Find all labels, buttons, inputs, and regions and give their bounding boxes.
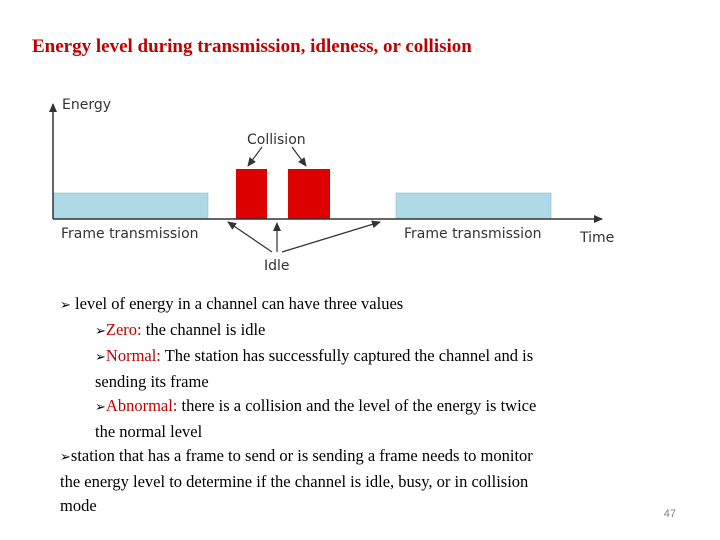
sub-bullet-text: The station has successfully captured the channel and is xyxy=(160,346,534,365)
bullet-text: level of energy in a channel can have three values xyxy=(75,294,404,313)
bullet-monitor-cont xyxy=(60,494,660,518)
bullet-text: station that has a frame to send or is sending a frame needs to monitor xyxy=(70,446,533,465)
bullet-text-block xyxy=(60,292,660,518)
idle-arrow-right xyxy=(282,222,380,252)
arrow-bullet-icon: ➢ xyxy=(60,450,71,465)
arrow-bullet-icon: ➢ xyxy=(95,324,106,339)
bullet-monitor xyxy=(60,444,660,470)
collision-arrow-right xyxy=(292,147,306,166)
term-normal: Normal: xyxy=(105,346,161,365)
collision-arrow-left xyxy=(248,147,262,166)
slide-title: Energy level during transmission, idleness, or collision xyxy=(32,36,472,57)
sub-bullet-abnormal-cont xyxy=(60,420,660,444)
sub-bullet-abnormal xyxy=(60,394,660,420)
arrow-bullet-icon: ➢ xyxy=(95,350,106,365)
collision-bar-2 xyxy=(288,169,330,219)
frame-transmission-label-right: Frame transmission xyxy=(404,226,542,242)
sub-bullet-zero xyxy=(60,318,660,344)
term-abnormal: Abnormal: xyxy=(105,396,178,415)
sub-bullet-normal-cont xyxy=(60,370,660,394)
sub-bullet-text: sending its frame xyxy=(95,372,209,391)
arrow-bullet-icon: ➢ xyxy=(60,298,71,313)
collision-label: Collision xyxy=(247,132,306,148)
sub-bullet-text: there is a collision and the level of the energy is twice xyxy=(177,396,537,415)
sub-bullet-text: the channel is idle xyxy=(141,320,266,339)
bullet-monitor-cont xyxy=(60,470,660,494)
sub-bullet-normal xyxy=(60,344,660,370)
time-axis-label: Time xyxy=(580,230,615,246)
bullet-text: mode xyxy=(60,496,97,515)
bullet-energy-values xyxy=(60,292,660,318)
idle-arrow-left xyxy=(228,222,272,252)
frame-bar-right xyxy=(396,193,551,219)
frame-transmission-label-left: Frame transmission xyxy=(61,226,199,242)
page-number: 47 xyxy=(663,508,676,520)
arrow-bullet-icon: ➢ xyxy=(95,400,106,415)
collision-bar-1 xyxy=(236,169,267,219)
frame-bar-left xyxy=(53,193,208,219)
term-zero: Zero: xyxy=(105,320,142,339)
sub-bullet-text: the normal level xyxy=(95,422,203,441)
bullet-text: the energy level to determine if the channel is idle, busy, or in collision xyxy=(60,472,529,491)
idle-label: Idle xyxy=(264,258,290,274)
energy-axis-label: Energy xyxy=(62,97,112,113)
